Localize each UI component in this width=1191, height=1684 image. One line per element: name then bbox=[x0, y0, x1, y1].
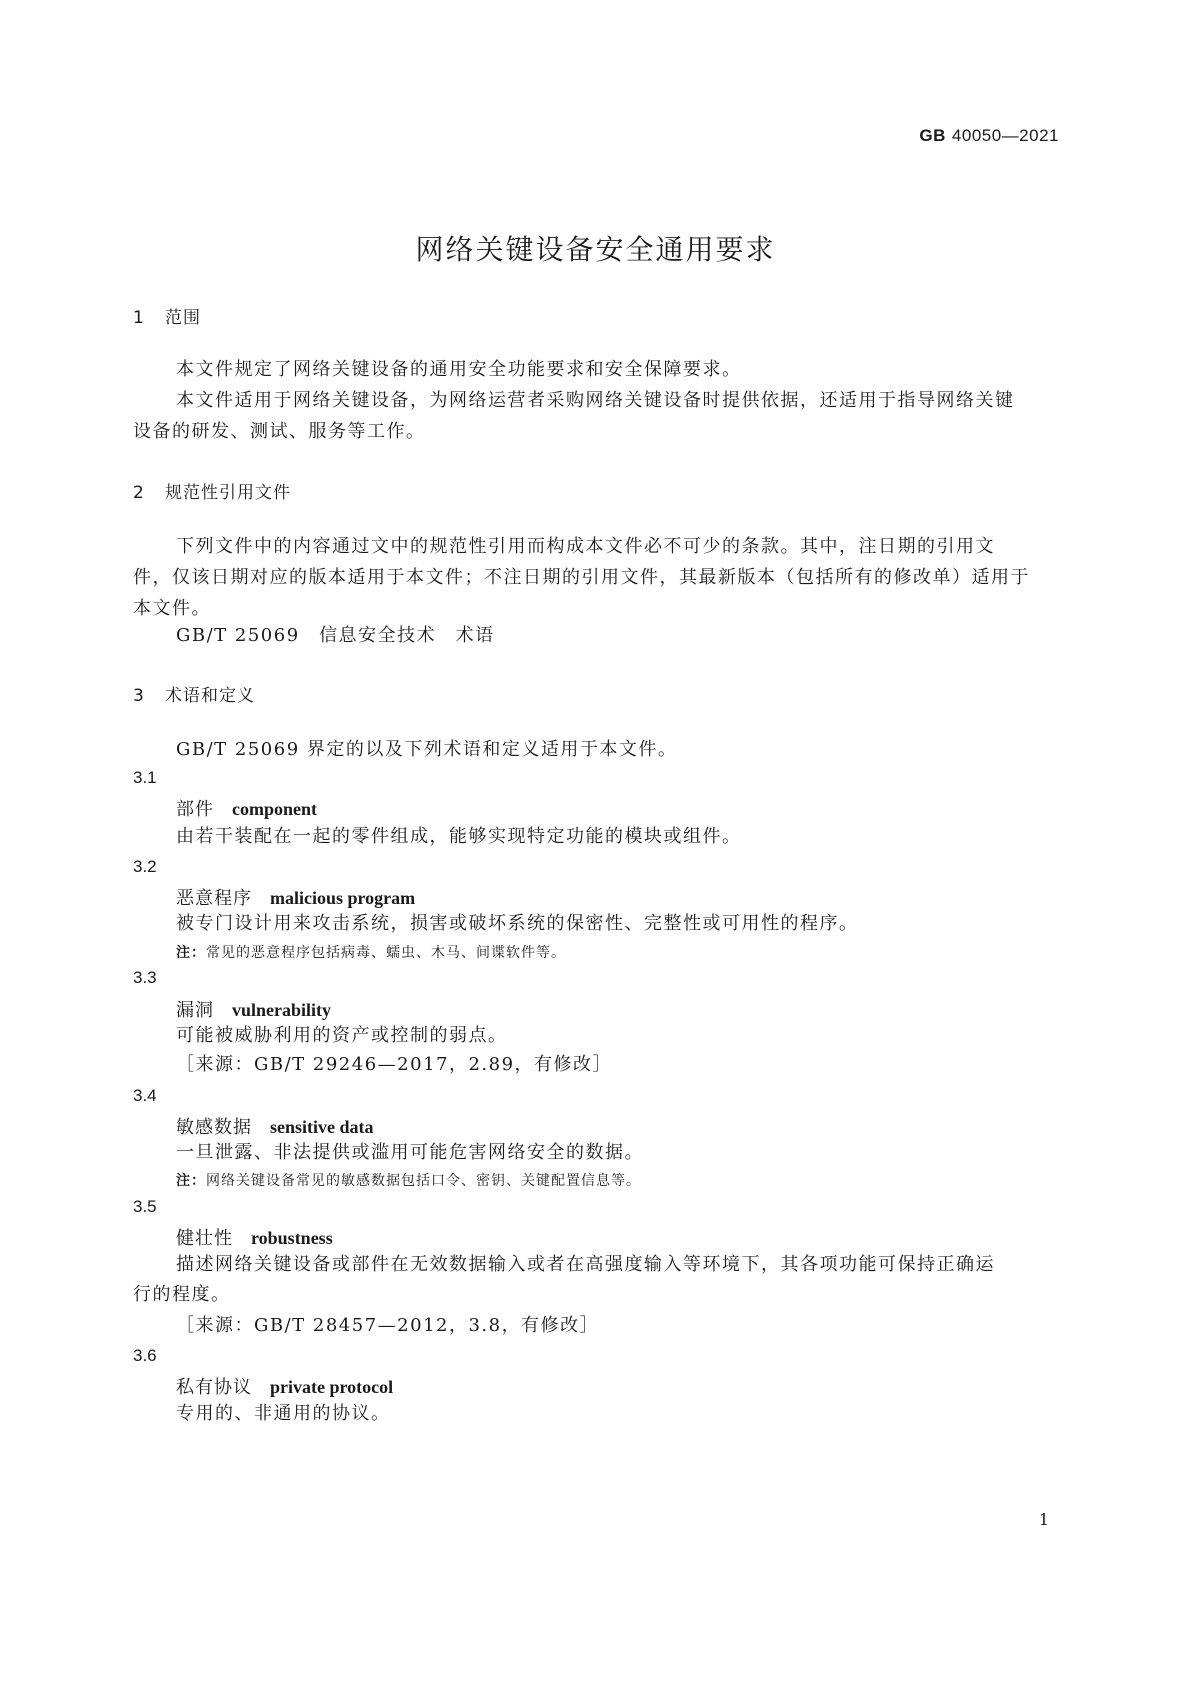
term-definition-continuation: 行的程度。 bbox=[133, 1284, 231, 1305]
term-chinese: 私有协议 bbox=[176, 1377, 252, 1398]
term-chinese: 健壮性 bbox=[176, 1228, 233, 1249]
term-source: ［来源：GB/T 29246—2017，2.89，有修改］ bbox=[176, 1054, 613, 1075]
term-chinese: 部件 bbox=[176, 799, 214, 820]
term-number: 3.5 bbox=[133, 1197, 157, 1216]
term-english: component bbox=[232, 799, 317, 819]
section-title: 术语和定义 bbox=[165, 686, 255, 706]
note-label: 注： bbox=[176, 1173, 206, 1189]
term-note bbox=[176, 1170, 641, 1190]
paragraph-continuation: 件，仅该日期对应的版本适用于本文件；不注日期的引用文件，其最新版本（包括所有的修改单）适用于 bbox=[133, 567, 1030, 588]
term-english: robustness bbox=[251, 1228, 333, 1248]
term-chinese: 敏感数据 bbox=[176, 1117, 252, 1138]
note-text: 网络关键设备常见的敏感数据包括口令、密钥、关键配置信息等。 bbox=[206, 1173, 641, 1189]
section-title: 范围 bbox=[165, 308, 201, 328]
paragraph: 下列文件中的内容通过文中的规范性引用而构成本文件必不可少的条款。其中，注日期的引用文 bbox=[176, 536, 995, 557]
term-number: 3.6 bbox=[133, 1346, 157, 1365]
normative-reference: GB/T 25069 信息安全技术 术语 bbox=[176, 625, 495, 646]
section-heading-3 bbox=[133, 681, 255, 706]
section-number: 1 bbox=[133, 308, 145, 328]
term-english: malicious program bbox=[270, 888, 416, 908]
standard-code bbox=[919, 126, 1059, 146]
term-english: private protocol bbox=[270, 1377, 394, 1397]
term-definition: 一旦泄露、非法提供或滥用可能危害网络安全的数据。 bbox=[176, 1142, 644, 1163]
standard-prefix: GB bbox=[919, 126, 946, 145]
section-title: 规范性引用文件 bbox=[165, 483, 291, 503]
term-english: sensitive data bbox=[270, 1117, 374, 1137]
term-chinese: 恶意程序 bbox=[176, 888, 252, 909]
term-number: 3.1 bbox=[133, 768, 157, 787]
term-number: 3.3 bbox=[133, 968, 157, 987]
paragraph: 本文件规定了网络关键设备的通用安全功能要求和安全保障要求。 bbox=[176, 359, 742, 380]
term-note bbox=[176, 942, 566, 962]
section-heading-2 bbox=[133, 478, 291, 503]
term-number: 3.2 bbox=[133, 857, 157, 876]
term-chinese: 漏洞 bbox=[176, 1000, 214, 1021]
term-source: ［来源：GB/T 28457—2012，3.8，有修改］ bbox=[176, 1315, 600, 1336]
document-title: 网络关键设备安全通用要求 bbox=[415, 233, 776, 266]
term-number: 3.4 bbox=[133, 1086, 157, 1105]
section-number: 3 bbox=[133, 686, 145, 706]
term-name bbox=[176, 1373, 393, 1399]
paragraph: GB/T 25069 界定的以及下列术语和定义适用于本文件。 bbox=[176, 739, 678, 760]
note-label: 注： bbox=[176, 945, 206, 961]
section-heading-1 bbox=[133, 303, 201, 328]
page-number: 1 bbox=[1038, 1510, 1049, 1529]
paragraph-continuation: 设备的研发、测试、服务等工作。 bbox=[133, 421, 426, 442]
term-name bbox=[176, 795, 317, 821]
term-definition: 专用的、非通用的协议。 bbox=[176, 1403, 391, 1424]
term-definition: 由若干装配在一起的零件组成，能够实现特定功能的模块或组件。 bbox=[176, 826, 742, 847]
standard-number: 40050—2021 bbox=[951, 126, 1059, 145]
section-number: 2 bbox=[133, 483, 145, 503]
paragraph-continuation: 本文件。 bbox=[133, 598, 211, 619]
term-definition: 被专门设计用来攻击系统，损害或破坏系统的保密性、完整性或可用性的程序。 bbox=[176, 913, 859, 934]
term-definition: 可能被威胁利用的资产或控制的弱点。 bbox=[176, 1025, 508, 1046]
term-english: vulnerability bbox=[232, 1000, 332, 1020]
note-text: 常见的恶意程序包括病毒、蠕虫、木马、间谍软件等。 bbox=[206, 945, 566, 961]
paragraph: 本文件适用于网络关键设备，为网络运营者采购网络关键设备时提供依据，还适用于指导网络关键 bbox=[176, 390, 1015, 411]
term-name bbox=[176, 1224, 333, 1250]
term-definition: 描述网络关键设备或部件在无效数据输入或者在高强度输入等环境下，其各项功能可保持正确运 bbox=[176, 1254, 995, 1275]
